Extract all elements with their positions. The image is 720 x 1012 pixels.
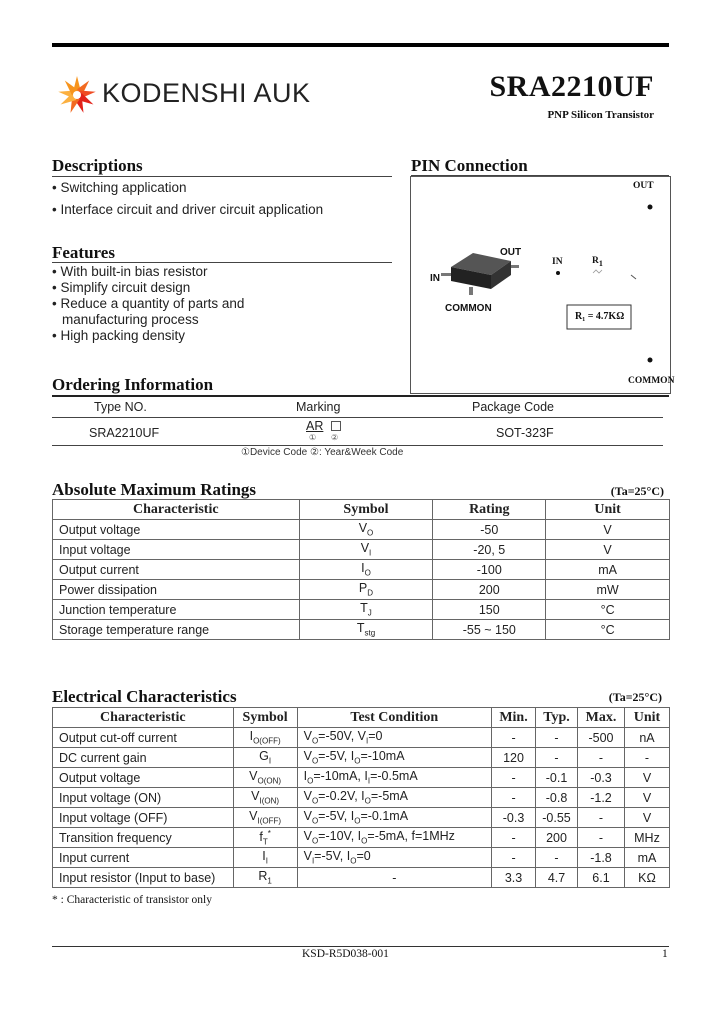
symbol-letter: f — [259, 829, 263, 844]
elec-char-cell: Input current — [53, 848, 234, 868]
elec-header-min: Min. — [492, 708, 536, 728]
abs-unit-cell: °C — [546, 600, 670, 620]
pkg-in-label: IN — [430, 273, 440, 284]
ordering-title: Ordering Information — [52, 375, 214, 394]
elec-min-cell: -0.3 — [492, 808, 536, 828]
abs-rating-cell: -100 — [433, 560, 546, 580]
abs-unit-cell: mW — [546, 580, 670, 600]
symbol-subscript: I(OFF) — [257, 816, 282, 826]
abs-max-row — [53, 540, 670, 560]
abs-char-cell: Power dissipation — [53, 580, 300, 600]
elec-typ-cell: -0.8 — [536, 788, 578, 808]
elec-condition-cell: $V_I=-5V$, $I_O=0$ — [297, 848, 491, 868]
elec-header-max: Max. — [578, 708, 625, 728]
symbol-letter: V — [360, 541, 370, 556]
abs-rating-cell: 200 — [433, 580, 546, 600]
ordering-header-type: Type NO. — [94, 400, 147, 414]
schem-common-label: COMMON — [628, 376, 675, 386]
elec-footnote: * : Characteristic of transistor only — [52, 894, 213, 906]
elec-typ-cell: 200 — [536, 828, 578, 848]
symbol-letter: P — [358, 581, 368, 596]
elec-symbol-cell — [233, 808, 297, 828]
elec-min-cell: 3.3 — [492, 868, 536, 888]
elec-condition-cell: $V_O=-5V$, $I_O=-10mA$ — [297, 748, 491, 768]
footer-rule — [52, 946, 669, 947]
feature-item: • With built-in bias resistor — [52, 264, 208, 279]
symbol-subscript: O — [367, 528, 374, 538]
elec-max-cell: - — [578, 828, 625, 848]
abs-header-symbol: Symbol — [299, 500, 433, 520]
elec-max-cell: -0.3 — [578, 768, 625, 788]
feature-item: • Reduce a quantity of parts and — [52, 296, 245, 311]
symbol-subscript: O — [364, 568, 371, 578]
elec-title: Electrical Characteristics — [52, 687, 237, 706]
symbol-subscript: O(OFF) — [253, 736, 281, 746]
ordering-type-value: SRA2210UF — [89, 426, 160, 440]
abs-max-header-row — [53, 500, 670, 520]
elec-unit-cell: V — [624, 768, 669, 788]
descriptions-rule — [52, 176, 392, 177]
elec-row — [53, 768, 670, 788]
pin-out-label: OUT — [633, 181, 654, 191]
elec-min-cell: - — [492, 788, 536, 808]
elec-condition-cell: $V_O=-5V$, $I_O=-0.1mA$ — [297, 808, 491, 828]
elec-char-cell: Transition frequency — [53, 828, 234, 848]
elec-condition-cell: $I_O=-10mA$, $I_I=-0.5mA$ — [297, 768, 491, 788]
elec-condition: (Ta=25°C) — [608, 690, 662, 704]
abs-symbol-cell — [299, 620, 433, 640]
elec-condition-cell: $V_O=-50V$, $V_I=0$ — [297, 728, 491, 748]
elec-row — [53, 828, 670, 848]
ordering-rule-top — [52, 395, 669, 397]
abs-max-condition: (Ta=25°C) — [610, 484, 664, 498]
top-rule — [52, 43, 669, 47]
abs-max-row — [53, 620, 670, 640]
abs-header-characteristic: Characteristic — [53, 500, 300, 520]
resistor-r1 — [593, 270, 602, 273]
abs-symbol-cell — [299, 520, 433, 540]
elec-symbol-cell — [233, 768, 297, 788]
schem-r1-label — [592, 256, 603, 268]
abs-max-row — [53, 560, 670, 580]
descriptions-title: Descriptions — [52, 156, 143, 175]
abs-rating-cell: -20, 5 — [433, 540, 546, 560]
elec-unit-cell: nA — [624, 728, 669, 748]
elec-header-symbol: Symbol — [233, 708, 297, 728]
elec-header-typ: Typ. — [536, 708, 578, 728]
features-title: Features — [52, 243, 115, 262]
elec-max-cell: - — [578, 808, 625, 828]
symbol-letter: V — [249, 769, 258, 784]
elec-unit-cell: V — [624, 788, 669, 808]
elec-unit-cell: KΩ — [624, 868, 669, 888]
elec-symbol-cell — [233, 828, 297, 848]
abs-rating-cell: -50 — [433, 520, 546, 540]
symbol-letter: V — [251, 789, 260, 804]
elec-min-cell: 120 — [492, 748, 536, 768]
pkg-common-label: COMMON — [445, 303, 492, 314]
r1-letter: R — [592, 256, 599, 266]
symbol-letter: I — [262, 849, 266, 864]
symbol-subscript: D — [367, 588, 374, 598]
pin-common-lead — [469, 287, 473, 295]
symbol-subscript: T — [262, 837, 268, 847]
out-terminal-dot — [648, 205, 653, 210]
resistor-value-label: R₁ = 4.7KΩ — [575, 311, 625, 322]
feature-item: • Simplify circuit design — [52, 280, 191, 295]
elec-row — [53, 788, 670, 808]
feature-item: manufacturing process — [62, 312, 199, 327]
elec-min-cell: - — [492, 768, 536, 788]
elec-char-cell: Input resistor (Input to base) — [53, 868, 234, 888]
footer-doc-code: KSD-R5D038-001 — [302, 948, 389, 960]
pin-diagram-svg — [411, 177, 670, 393]
pin-in-lead — [441, 273, 451, 276]
elec-char-cell: Output cut-off current — [53, 728, 234, 748]
elec-symbol-cell — [233, 848, 297, 868]
symbol-letter: V — [358, 521, 368, 536]
elec-typ-cell: -0.55 — [536, 808, 578, 828]
abs-symbol-cell — [299, 580, 433, 600]
kodenshi-logo-icon — [56, 74, 100, 116]
elec-char-cell: Input voltage (ON) — [53, 788, 234, 808]
in-terminal-dot — [556, 271, 560, 275]
elec-symbol-cell — [233, 868, 297, 888]
marking-mark-2: ② — [331, 433, 339, 442]
abs-rating-cell: 150 — [433, 600, 546, 620]
abs-char-cell: Junction temperature — [53, 600, 300, 620]
transistor-mark — [631, 275, 636, 279]
symbol-subscript: I — [369, 548, 372, 558]
elec-char-cell: Output voltage — [53, 768, 234, 788]
abs-unit-cell: V — [546, 520, 670, 540]
abs-rating-cell: -55 ~ 150 — [433, 620, 546, 640]
elec-symbol-cell — [233, 748, 297, 768]
pkg-out-label: OUT — [500, 247, 522, 258]
ordering-header-package: Package Code — [472, 400, 555, 414]
elec-max-cell: -500 — [578, 728, 625, 748]
elec-char-cell: DC current gain — [53, 748, 234, 768]
elec-max-cell: -1.2 — [578, 788, 625, 808]
feature-item: • High packing density — [52, 328, 186, 343]
pin-title: PIN Connection — [411, 156, 528, 175]
elec-min-cell: - — [492, 728, 536, 748]
elec-typ-cell: - — [536, 728, 578, 748]
elec-row — [53, 848, 670, 868]
ordering-marking-value: AR — [306, 419, 324, 433]
elec-condition-cell: - — [297, 868, 491, 888]
elec-typ-cell: - — [536, 848, 578, 868]
part-subtitle: PNP Silicon Transistor — [547, 109, 654, 121]
elec-min-cell: - — [492, 828, 536, 848]
symbol-letter: I — [249, 729, 254, 744]
symbol-superscript: * — [267, 828, 271, 838]
elec-min-cell: - — [492, 848, 536, 868]
elec-unit-cell: V — [624, 808, 669, 828]
symbol-subscript: I — [265, 856, 268, 866]
footer-page-number: 1 — [662, 948, 668, 960]
abs-max-table — [52, 499, 670, 640]
elec-typ-cell: 4.7 — [536, 868, 578, 888]
elec-condition-cell: $V_O=-10V$, $I_O=-5mA$, f=1MHz — [297, 828, 491, 848]
elec-max-cell: 6.1 — [578, 868, 625, 888]
r1-subscript: 1 — [598, 258, 603, 268]
elec-table — [52, 707, 670, 888]
common-terminal-dot — [648, 358, 653, 363]
symbol-subscript: 1 — [267, 876, 272, 886]
elec-unit-cell: MHz — [624, 828, 669, 848]
symbol-letter: T — [356, 621, 365, 636]
ordering-package-value: SOT-323F — [496, 426, 554, 440]
features-rule — [52, 262, 392, 263]
symbol-letter: T — [360, 601, 368, 616]
abs-max-row — [53, 600, 670, 620]
elec-header-characteristic: Characteristic — [53, 708, 234, 728]
abs-unit-cell: mA — [546, 560, 670, 580]
symbol-letter: R — [258, 869, 268, 884]
elec-row — [53, 808, 670, 828]
elec-unit-cell: - — [624, 748, 669, 768]
pin-out-lead — [511, 265, 519, 268]
abs-char-cell: Output current — [53, 560, 300, 580]
ordering-rule-bottom — [52, 445, 663, 446]
abs-char-cell: Output voltage — [53, 520, 300, 540]
symbol-subscript: stg — [364, 628, 376, 638]
elec-typ-cell: -0.1 — [536, 768, 578, 788]
elec-typ-cell: - — [536, 748, 578, 768]
part-number: SRA2210UF — [489, 70, 654, 103]
elec-char-cell: Input voltage (OFF) — [53, 808, 234, 828]
symbol-letter: V — [249, 809, 258, 824]
description-item: • Switching application — [52, 180, 187, 195]
symbol-subscript: I(ON) — [259, 796, 280, 806]
elec-row — [53, 728, 670, 748]
marking-mark-1: ① — [309, 433, 317, 442]
elec-symbol-cell — [233, 728, 297, 748]
abs-char-cell: Storage temperature range — [53, 620, 300, 640]
symbol-subscript: J — [367, 608, 372, 618]
abs-symbol-cell — [299, 600, 433, 620]
abs-max-row — [53, 520, 670, 540]
ordering-note: ①Device Code ②: Year&Week Code — [241, 447, 404, 458]
ordering-rule-mid — [52, 417, 663, 418]
abs-char-cell: Input voltage — [53, 540, 300, 560]
abs-symbol-cell — [299, 540, 433, 560]
elec-header-row — [53, 708, 670, 728]
symbol-subscript: O(ON) — [257, 776, 282, 786]
marking-box-icon — [331, 421, 341, 431]
symbol-letter: I — [361, 561, 365, 576]
elec-unit-cell: mA — [624, 848, 669, 868]
ordering-header-marking: Marking — [296, 400, 341, 414]
abs-max-title: Absolute Maximum Ratings — [52, 480, 257, 499]
company-name: KODENSHI AUK — [102, 78, 311, 108]
elec-max-cell: - — [578, 748, 625, 768]
abs-header-unit: Unit — [546, 500, 670, 520]
pin-diagram — [410, 176, 675, 394]
schem-in-label: IN — [552, 257, 563, 267]
elec-row — [53, 748, 670, 768]
elec-symbol-cell — [233, 788, 297, 808]
elec-row — [53, 868, 670, 888]
abs-symbol-cell — [299, 560, 433, 580]
abs-max-row — [53, 580, 670, 600]
elec-max-cell: -1.8 — [578, 848, 625, 868]
symbol-letter: G — [259, 749, 269, 764]
description-item: • Interface circuit and driver circuit application — [52, 202, 324, 217]
abs-header-rating: Rating — [433, 500, 546, 520]
abs-unit-cell: °C — [546, 620, 670, 640]
elec-condition-cell: $V_O=-0.2V$, $I_O=-5mA$ — [297, 788, 491, 808]
elec-header-condition: Test Condition — [297, 708, 491, 728]
elec-header-unit: Unit — [624, 708, 669, 728]
abs-unit-cell: V — [546, 540, 670, 560]
symbol-subscript: I — [268, 756, 272, 766]
